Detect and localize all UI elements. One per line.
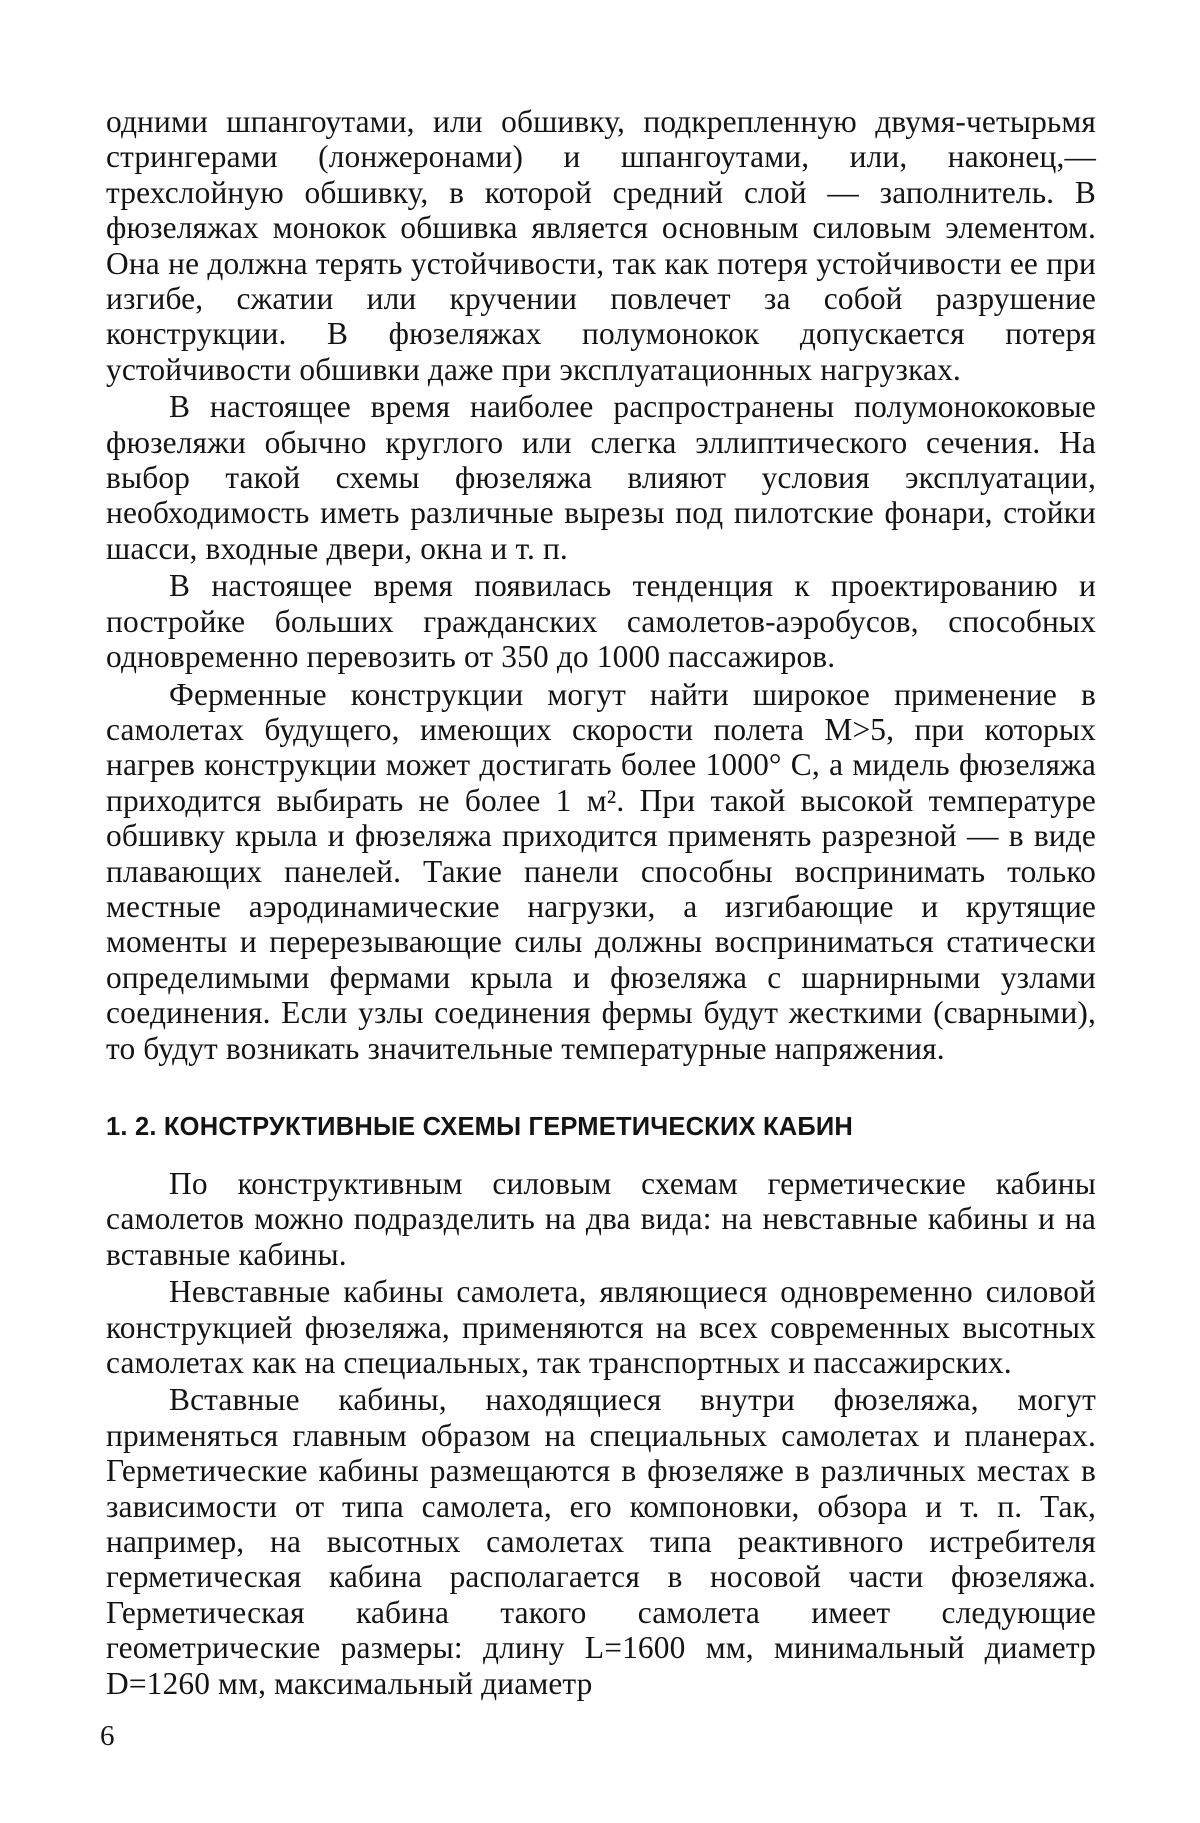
paragraph-cabin-types: По конструктивным силовым схемам герметические кабины самолетов можно подразделить на два вида: на невставные кабины и на вставные кабины. (106, 1166, 1096, 1272)
paragraph-truss-structures: Ферменные конструкции могут найти широкое применение в самолетах будущего, имеющих скорости полета M>5, при которых нагрев конструкции может достигать более 1000° С, а мидель фюзеляжа приходится выбирать не более 1 м². При такой высокой температуре обшивку крыла и фюзеляжа приходится применять разрезной — в виде плавающих панелей. Такие панели способны воспринимать только местные аэродинамические нагрузки, а изгибающие и крутящие моменты и перерезывающие силы должны восприниматься статически определимыми фермами крыла и фюзеляжа с шарнирными узлами соединения. Если узлы соединения фермы будут жесткими (сварными), то будут возникать значительные температурные напряжения. (106, 676, 1096, 1066)
page-number: 6 (100, 1720, 115, 1752)
text-block-bottom (106, 1166, 1096, 1701)
paragraph-airbus-trend: В настоящее время появилась тенденция к проектированию и постройке больших гражданских самолетов-аэробусов, способных одновременно перевозить от 350 до 1000 пассажиров. (106, 568, 1096, 675)
section-heading: 1. 2. КОНСТРУКТИВНЫЕ СХЕМЫ ГЕРМЕТИЧЕСКИХ КАБИН (106, 1113, 854, 1141)
paragraph-fuselage-skin: одними шпангоутами, или обшивку, подкрепленную двумя-четырьмя стрингерами (лонжеронами) и шпангоутами, или, наконец,— трехслойную обшивку, в которой средний слой — заполнитель. В фюзеляжах монокок обшивка является основным силовым элементом. Она не должна терять устойчивости, так как потеря устойчивости ее при изгибе, сжатии или кручении повлечет за собой разрушение конструкции. В фюзеляжах полумонокок допускается потеря устойчивости обшивки даже при эксплуатационных нагрузках. (106, 104, 1096, 387)
paragraph-integral-cabins: Невставные кабины самолета, являющиеся одновременно силовой конструкцией фюзеляжа, применяются на всех современных высотных самолетах как на специальных, так транспортных и пассажирских. (106, 1274, 1096, 1381)
paragraph-semimonocoque: В настоящее время наиболее распространены полумонококовые фюзеляжи обычно круглого или слегка эллиптического сечения. На выбор такой схемы фюзеляжа влияют условия эксплуатации, необходимость иметь различные вырезы под пилотские фонари, стойки шасси, входные двери, окна и т. п. (106, 389, 1096, 566)
paragraph-insert-cabins: Вставные кабины, находящиеся внутри фюзеляжа, могут применяться главным образом на специальных самолетах и планерах. Герметические кабины размещаются в фюзеляже в различных местах в зависимости от типа самолета, его компоновки, обзора и т. п. Так, например, на высотных самолетах типа реактивного истребителя герметическая кабина располагается в носовой части фюзеляжа. Герметическая кабина такого самолета имеет следующие геометрические размеры: длину L=1600 мм, минимальный диаметр D=1260 мм, максимальный диаметр (106, 1382, 1096, 1701)
text-block-top (106, 104, 1096, 1066)
